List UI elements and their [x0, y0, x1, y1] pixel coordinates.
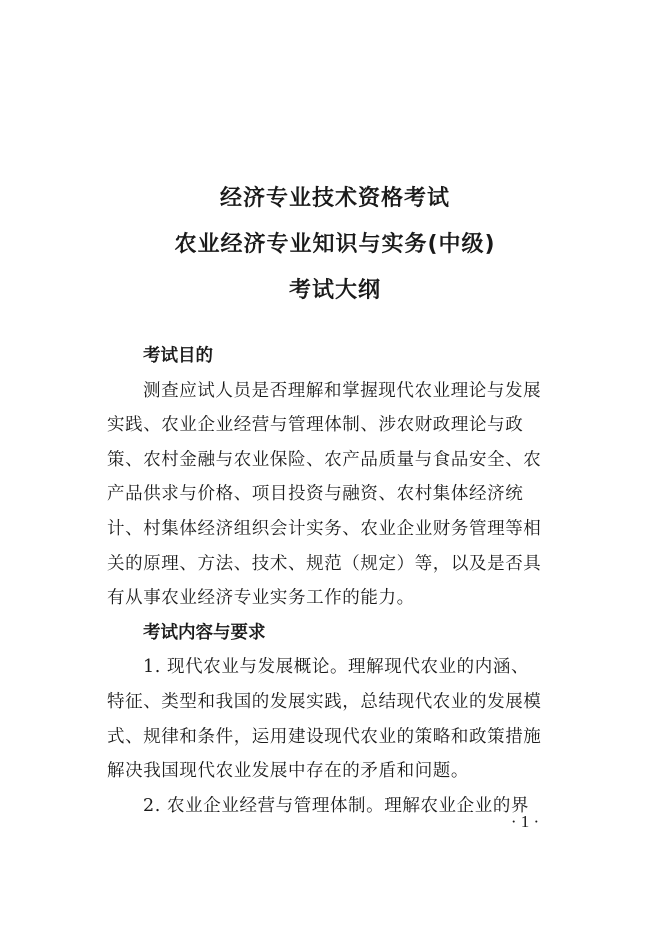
page-number: · 1 ·: [510, 812, 540, 831]
paragraph-line: 1. 现代农业与发展概论。理解现代农业的内涵、: [143, 657, 530, 678]
section-heading-content: 考试内容与要求: [143, 622, 266, 643]
section-heading-purpose: 考试目的: [143, 346, 213, 366]
paragraph-line: 策、农村金融与农业保险、农产品质量与食品安全、农: [107, 449, 542, 470]
paragraph-line: 解决我国现代农业发展中存在的矛盾和问题。: [107, 761, 469, 782]
document-body: [107, 339, 569, 823]
paragraph-line: 有从事农业经济专业实务工作的能力。: [107, 588, 415, 609]
paragraph-line: 2. 农业企业经营与管理体制。理解农业企业的界: [143, 795, 530, 816]
paragraph-line: 产品供求与价格、项目投资与融资、农村集体经济统: [107, 484, 524, 505]
paragraph-line: 实践、农业企业经营与管理体制、涉农财政理论与政: [107, 415, 524, 436]
paragraph-line: 式、规律和条件，运用建设现代农业的策略和政策措施: [107, 726, 542, 747]
paragraph-line: 测查应试人员是否理解和掌握现代农业理论与发展: [143, 380, 542, 401]
paragraph-line: 计、村集体经济组织会计实务、农业企业财务管理等相: [107, 518, 542, 539]
paragraph-line: 关的原理、方法、技术、规范（规定）等，以及是否具: [107, 553, 542, 574]
paragraph-line: 特征、类型和我国的发展实践，总结现代农业的发展模: [107, 691, 542, 712]
title-block: [0, 176, 670, 314]
subject-title: 农业经济专业知识与实务(中级): [174, 232, 496, 257]
outline-title: 考试大纲: [288, 278, 381, 303]
exam-title: 经济专业技术资格考试: [219, 186, 450, 211]
